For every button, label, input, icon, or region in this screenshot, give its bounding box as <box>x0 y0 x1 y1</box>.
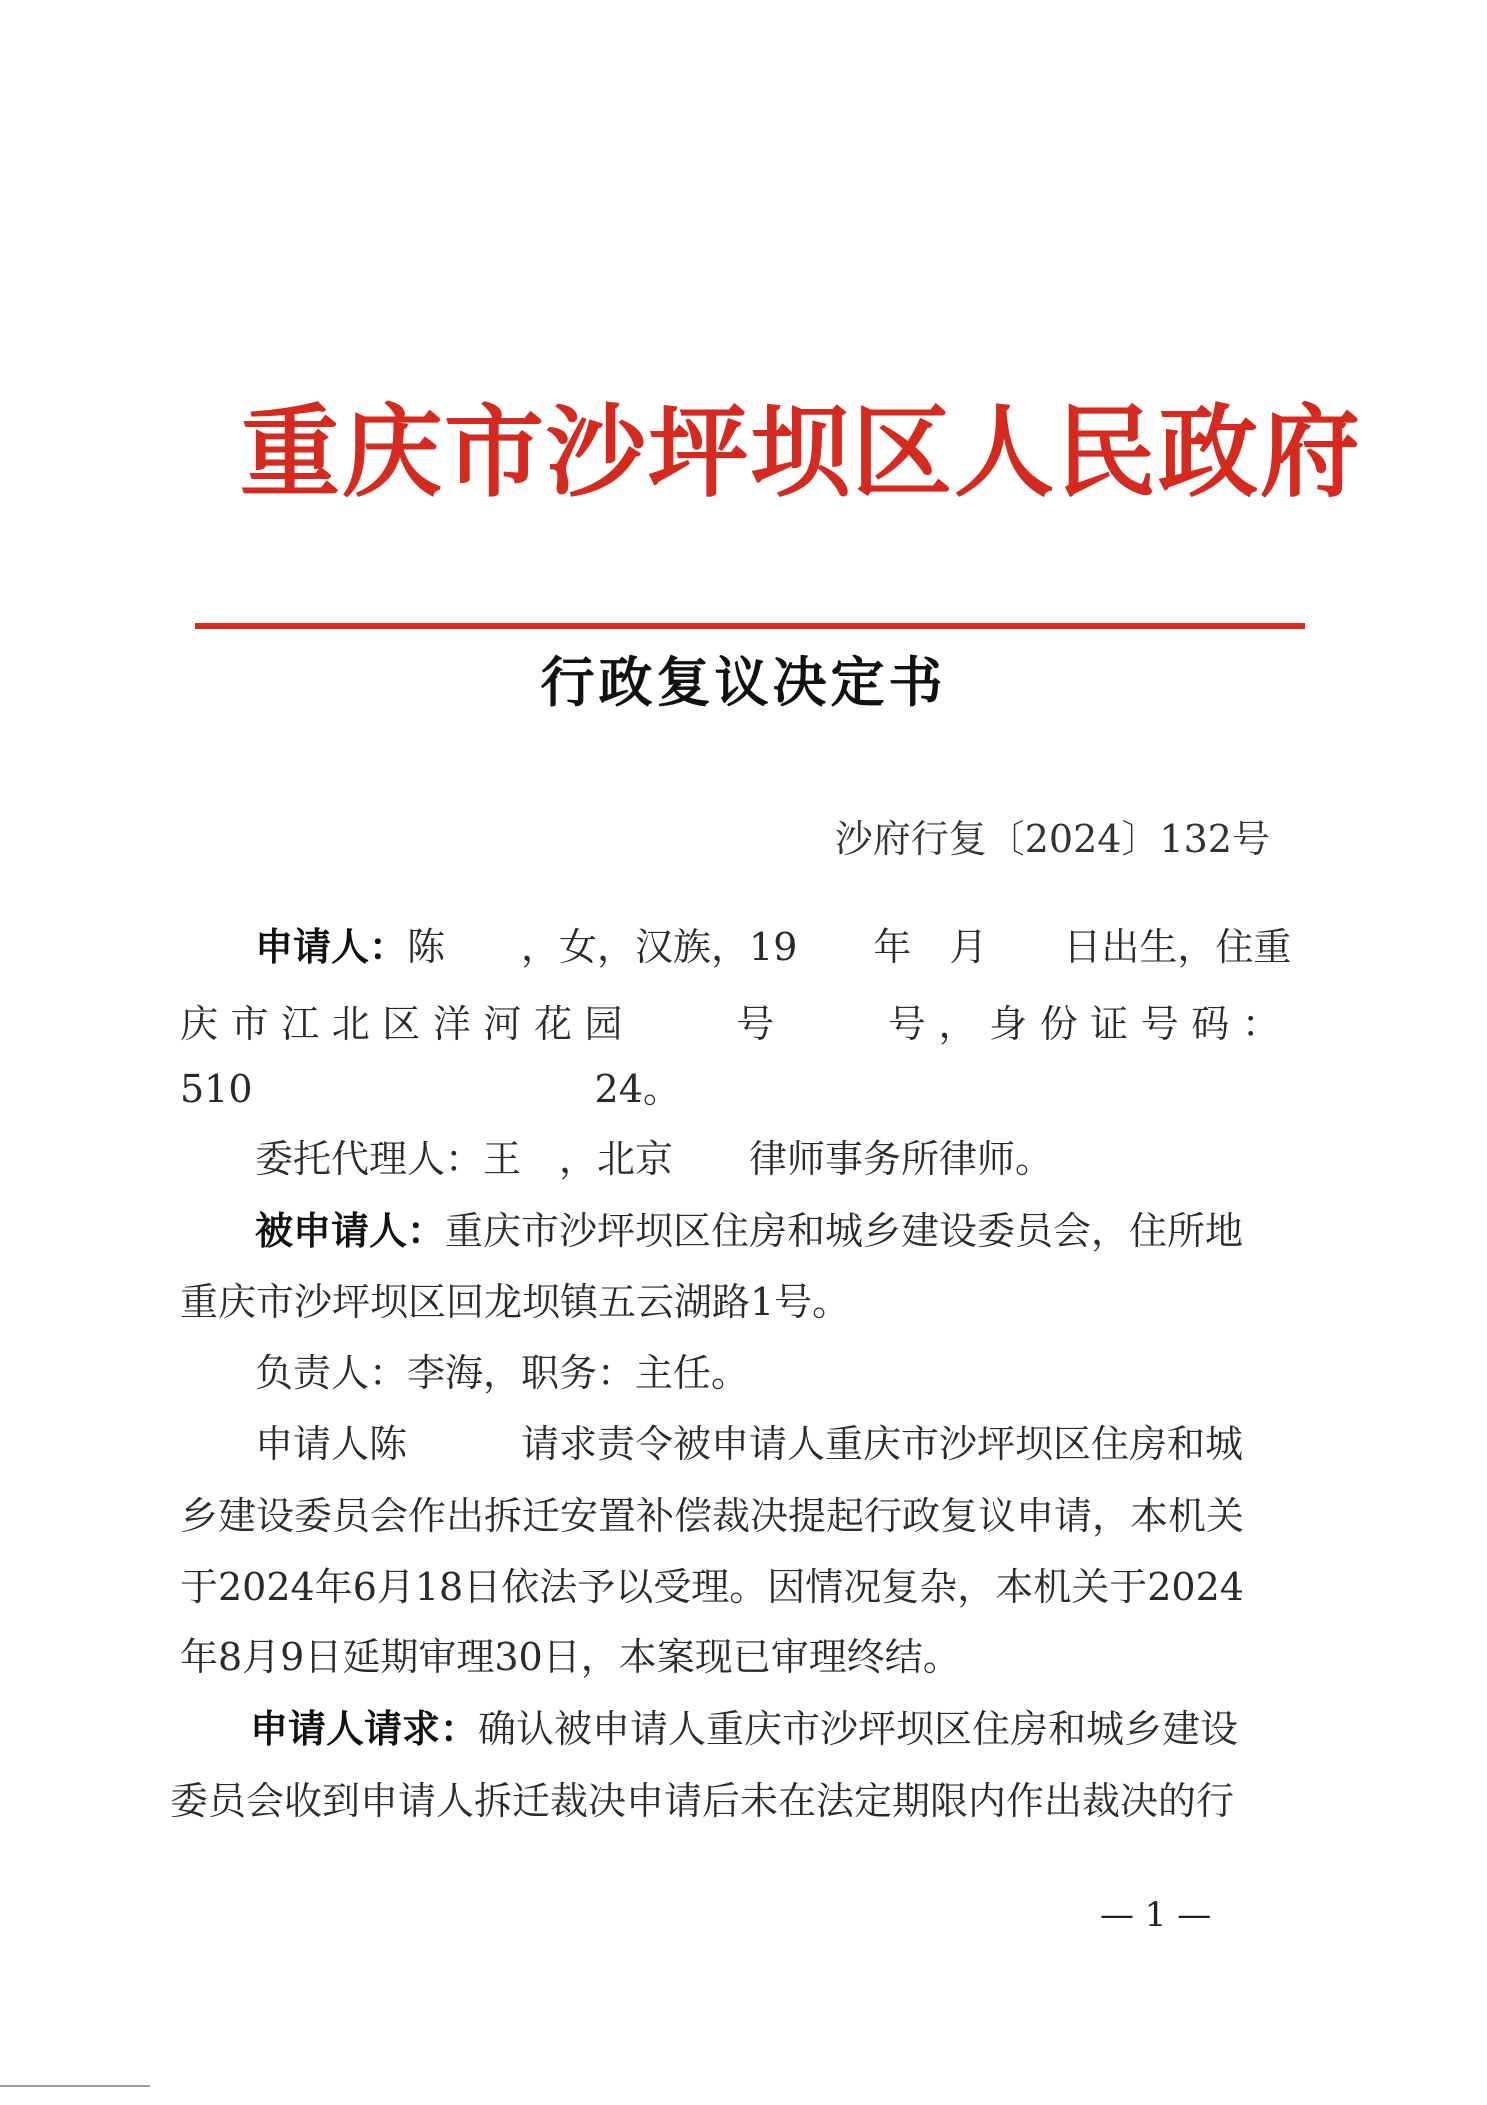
applicant-address-char <box>787 1005 825 1043</box>
applicant-address-char: 区 <box>382 1002 421 1046</box>
applicant-address-char <box>686 1005 724 1043</box>
applicant-address-char: 份 <box>1039 1002 1078 1046</box>
applicant-address-char: 身 <box>989 1002 1028 1046</box>
scan-edge-line <box>0 2085 150 2087</box>
document-title: 行政复议决定书 <box>540 650 947 714</box>
respondent-address: 重庆市沙坪坝区回龙坝镇五云湖路1号。 <box>180 1280 851 1324</box>
applicant-address-char: 园 <box>584 1002 623 1046</box>
applicant-details: 陈 ，女，汉族，19 年 月 日出生，住重 <box>407 925 1292 969</box>
applicant-address-char: 洋 <box>432 1002 471 1046</box>
applicant-address-char: 证 <box>1090 1002 1129 1046</box>
case-summary-line-4: 年8月9日延期审理30日，本案现已审理终结。 <box>180 1635 961 1679</box>
request-text: 确认被申请人重庆市沙坪坝区住房和城乡建设 <box>478 1707 1239 1751</box>
applicant-address-char: ， <box>938 1002 977 1046</box>
applicant-address-char <box>837 1005 875 1043</box>
applicant-line-2 <box>180 1002 1280 1046</box>
applicant-address-char: 庆 <box>180 1002 219 1046</box>
applicant-label: 申请人： <box>255 925 408 969</box>
request-line-1 <box>250 1707 1239 1751</box>
document-number: 沙府行复〔2024〕132号 <box>834 817 1270 861</box>
applicant-address-char <box>635 1005 673 1043</box>
applicant-address-char: 号 <box>1140 1002 1179 1046</box>
agent-line: 委托代理人：王 ，北京 律师事务所律师。 <box>255 1137 1054 1181</box>
case-summary-line-1: 申请人陈 请求责令被申请人重庆市沙坪坝区住房和城 <box>255 1422 1244 1466</box>
applicant-address-char: 江 <box>281 1002 320 1046</box>
applicant-address-char: 市 <box>230 1002 269 1046</box>
red-divider-line <box>195 623 1305 629</box>
applicant-line-1 <box>255 925 1292 969</box>
case-summary-line-3: 于2024年6月18日依法予以受理。因情况复杂，本机关于2024 <box>180 1565 1244 1609</box>
applicant-id-line: 510 24。 <box>180 1067 681 1111</box>
applicant-address-char: 号 <box>736 1002 775 1046</box>
applicant-address-char: 北 <box>331 1002 370 1046</box>
request-line-2: 委员会收到申请人拆迁裁决申请后未在法定期限内作出裁决的行 <box>170 1779 1235 1823</box>
person-in-charge-line: 负责人：李海，职务：主任。 <box>255 1351 750 1395</box>
applicant-address-char: 花 <box>533 1002 572 1046</box>
page-number: — 1 — <box>1100 1895 1212 1935</box>
request-label: 申请人请求： <box>250 1707 479 1751</box>
respondent-name: 重庆市沙坪坝区住房和城乡建设委员会，住所地 <box>445 1209 1244 1253</box>
applicant-address-char: 河 <box>483 1002 522 1046</box>
issuing-authority-header: 重庆市沙坪坝区人民政府 <box>240 393 1362 511</box>
respondent-label: 被申请人： <box>255 1209 446 1253</box>
case-summary-line-2: 乡建设委员会作出拆迁安置补偿裁决提起行政复议申请，本机关 <box>180 1494 1245 1538</box>
applicant-address-char: ： <box>1241 1002 1280 1046</box>
applicant-address-char: 号 <box>887 1002 926 1046</box>
respondent-line-1 <box>255 1209 1244 1253</box>
applicant-address-char: 码 <box>1191 1002 1230 1046</box>
